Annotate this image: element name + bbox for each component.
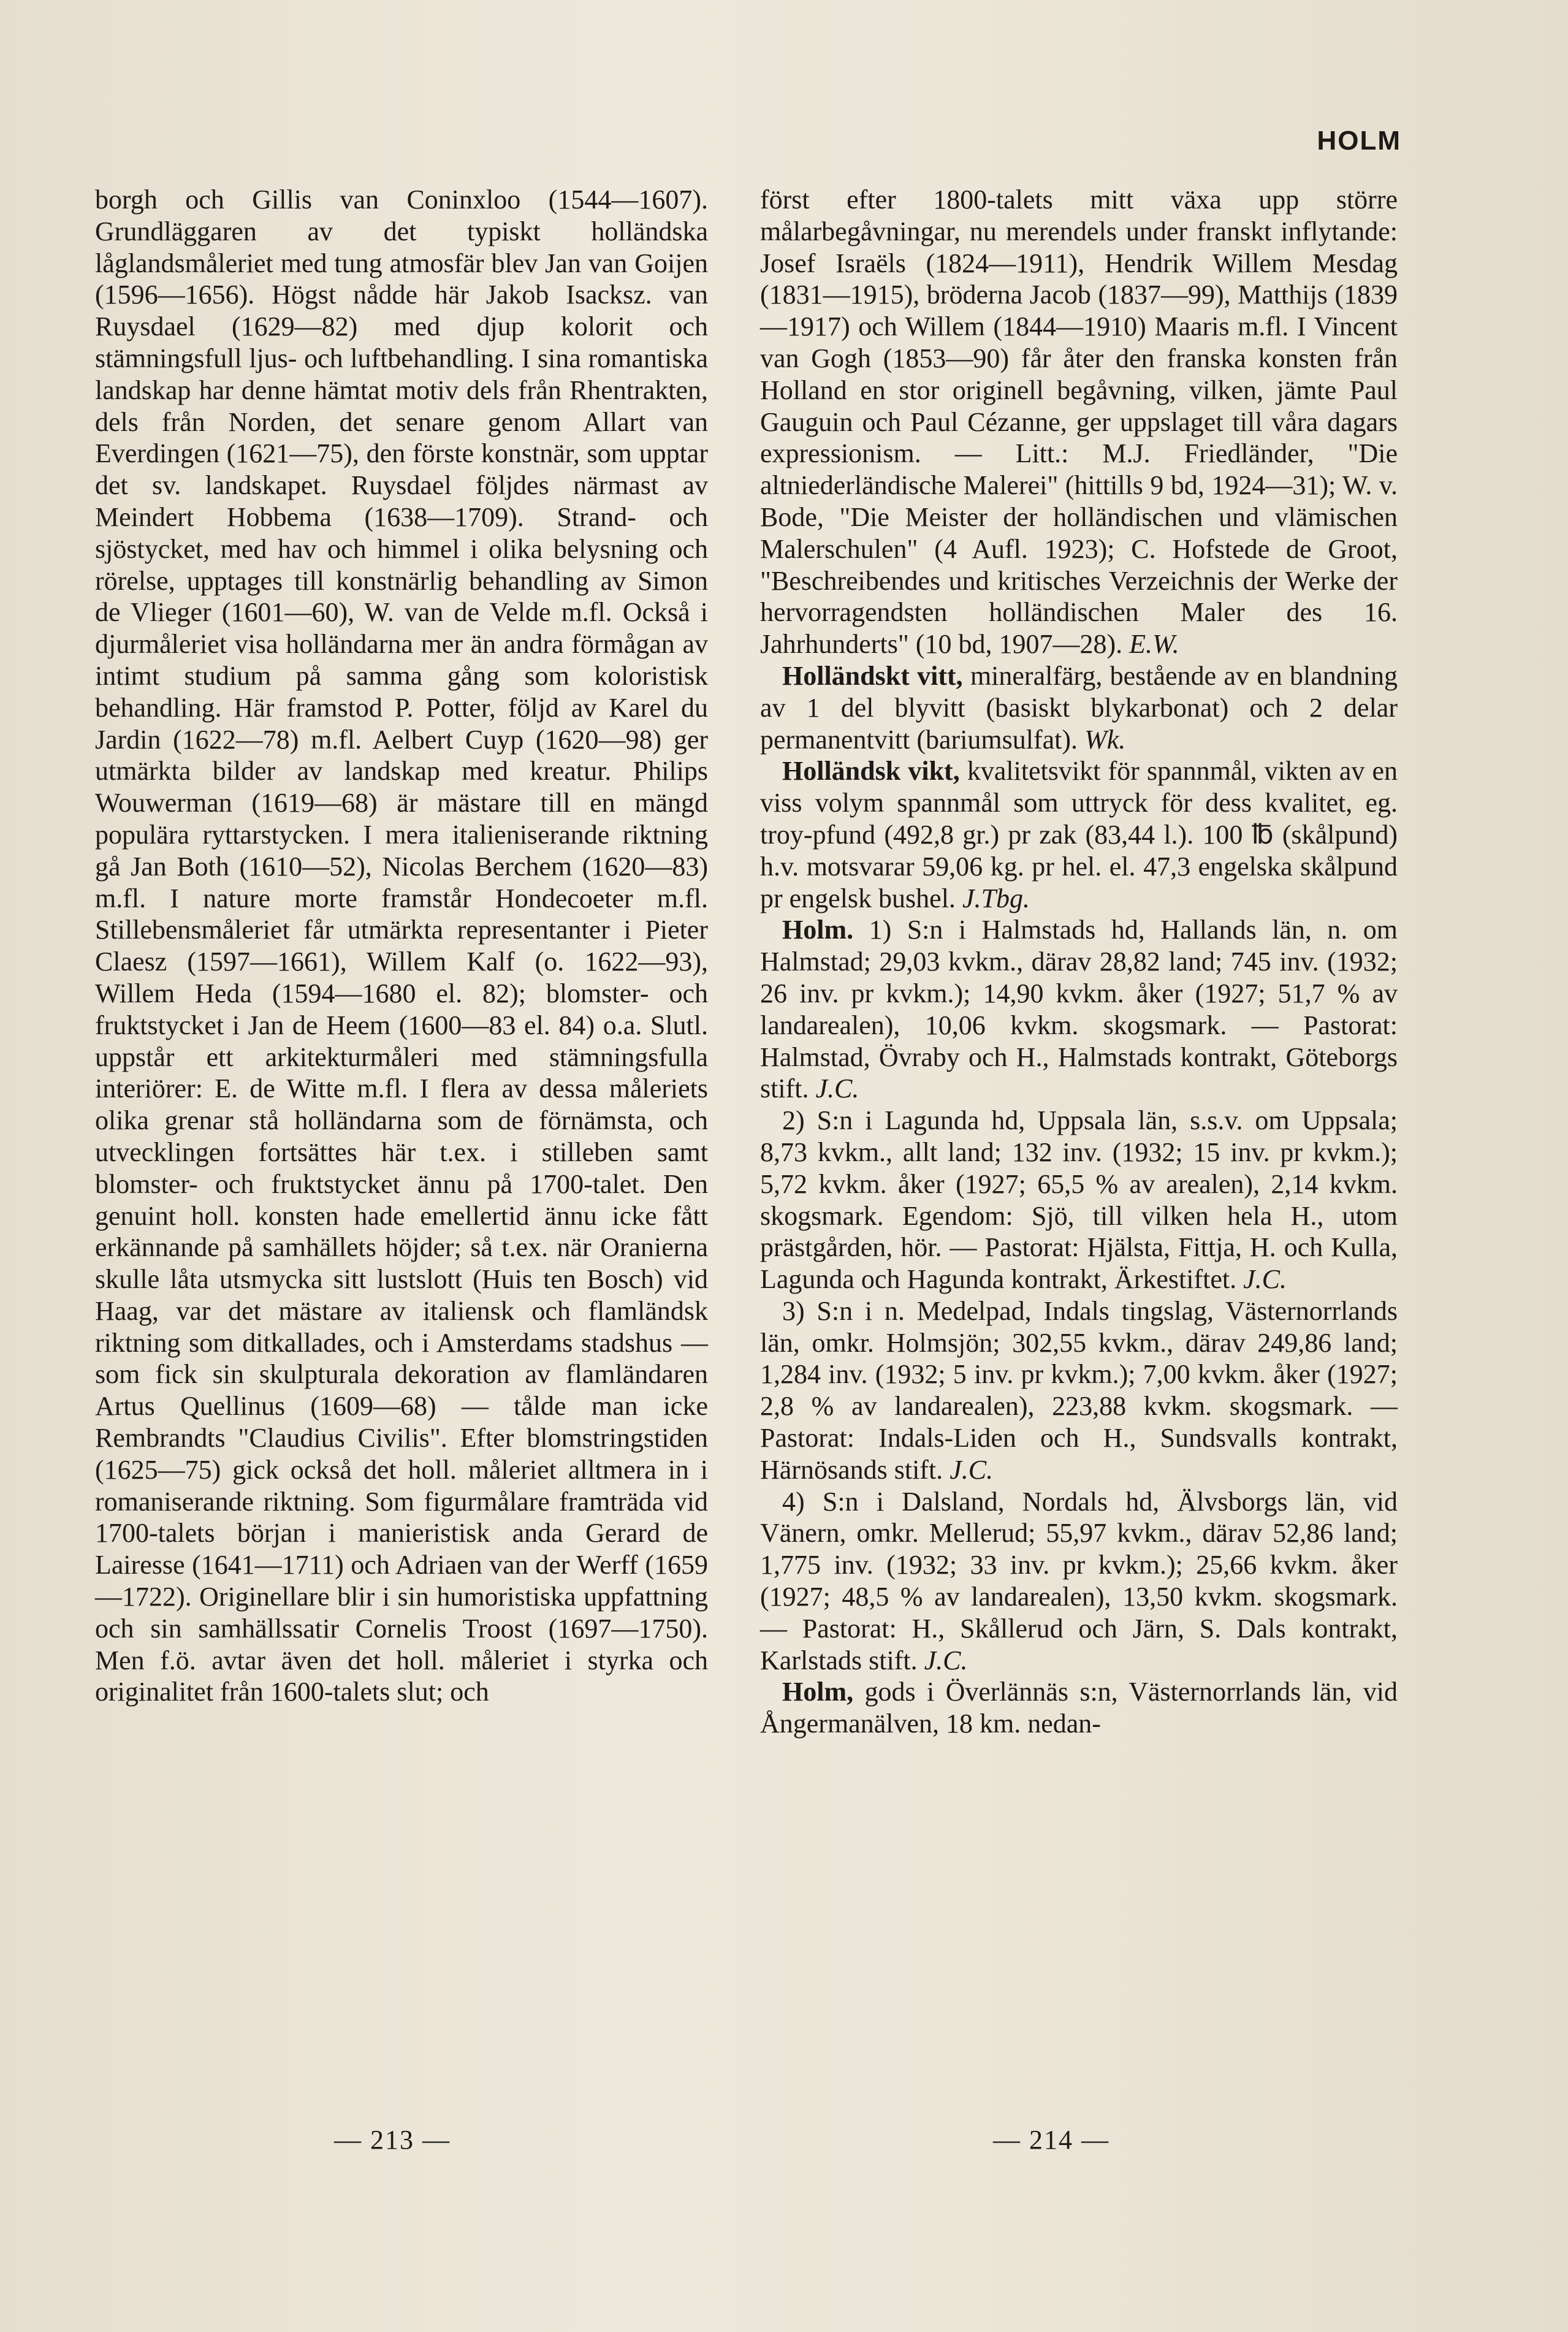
entry-hollandsk-vikt xyxy=(760,755,1398,914)
right-column xyxy=(760,184,1398,1740)
author-signature: E.W. xyxy=(1129,629,1179,660)
entry-headword: Holländskt vitt, xyxy=(782,660,963,691)
entry-holm-1 xyxy=(760,914,1398,1105)
page-number-right: — 214 — xyxy=(993,2125,1109,2155)
entry-hollandskt-vitt xyxy=(760,660,1398,755)
author-signature: J.C. xyxy=(950,1454,994,1485)
entry-headword: Holm, xyxy=(782,1677,854,1707)
entry-text: 1) S:n i Halmstads hd, Hallands län, n. om Halmstad; 29,03 kvkm., därav 28,82 land; 745 inv. (1932; 26 inv. pr kvkm.); 14,90 kvkm. åker (1927; 51,7 % av landarealen), 10,06 kvkm. skogsmark. — Pastorat: Halmstad, Övraby och H., Halmstads kontrakt, Göteborgs stift. xyxy=(760,915,1398,1104)
entry-headword: Holm. xyxy=(782,915,854,945)
running-head: HOLM xyxy=(1317,126,1401,156)
author-signature: J.C. xyxy=(924,1645,968,1675)
art-history-continuation xyxy=(760,184,1398,660)
entry-text: 3) S:n i n. Medelpad, Indals tingslag, Västernorrlands län, omkr. Holmsjön; 302,55 kvkm., därav 249,86 land; 1,284 inv. (1932; 5 inv. pr kvkm.); 7,00 kvkm. åker (1927; 2,8 % av landarealen), 223,88 kvkm. skogsmark. — Pastorat: Indals-Liden och H., Sundsvalls kontrakt, Härnösands stift. xyxy=(760,1295,1398,1485)
entry-text: mineralfärg, bestående av en blandning av 1 del blyvitt (basiskt blykarbonat) och 2 delar permanentvitt (bariumsulfat). xyxy=(760,660,1398,755)
entry-holm-2 xyxy=(760,1105,1398,1295)
left-column xyxy=(95,184,708,1708)
paragraph-text: först efter 1800-talets mitt växa upp större målarbegåvningar, nu merendels under franskt inflytande: Josef Israëls (1824—1911), Hendrik Willem Mesdag (1831—1915), bröderna Jacob (1837—99), Matthijs (1839—1917) och Willem (1844—1910) Maaris m.fl. I Vincent van Gogh (1853—90) får åter den franska konsten från Holland en stor originell begåvning, vilken, jämte Paul Gauguin och Paul Cézanne, ger uppslaget till våra dagars expressionism. — Litt.: M.J. Friedländer, "Die altniederländische Malerei" (hittills 9 bd, 1924—31); W. v. Bode, "Die Meister der holländischen und vlämischen Malerschulen" (4 Aufl. 1923); C. Hofstede de Groot, "Beschreibendes und kritisches Verzeichnis der Werke der hervorragendsten holländischen Maler des 16. Jahrhunderts" (10 bd, 1907—28). xyxy=(760,185,1398,660)
entry-text: 2) S:n i Lagunda hd, Uppsala län, s.s.v. om Uppsala; 8,73 kvkm., allt land; 132 inv. (1932; 15 inv. pr kvkm.); 5,72 kvkm. åker (1927; 65,5 % av arealen), 2,14 kvkm. skogsmark. Egendom: Sjö, till vilken hela H., utom prästgården, hör. — Pastorat: Hjälsta, Fittja, H. och Kulla, Lagunda och Hagunda kontrakt, Ärkestiftet. xyxy=(760,1105,1398,1295)
author-signature: J.C. xyxy=(1243,1264,1287,1295)
entry-holm-3 xyxy=(760,1295,1398,1486)
entry-text: kvalitetsvikt för spannmål, vikten av en viss volym spannmål som uttryck för dess kvalitet, eg. troy-pfund (492,8 gr.) pr zak (83,44 l.). 100 ℔ (skålpund) h.v. motsvarar 59,06 kg. pr hel. el. 47,3 engelska skålpund pr engelsk bushel. xyxy=(760,756,1398,913)
author-signature: J.C. xyxy=(815,1073,859,1104)
entry-headword: Holländsk vikt, xyxy=(782,756,960,787)
author-signature: J.Tbg. xyxy=(962,883,1030,913)
left-column-text: borgh och Gillis van Coninxloo (1544—1607). Grundläggaren av det typiskt holländska låglandsmåleriet med tung atmosfär blev Jan van Goijen (1596—1656). Högst nådde här Jakob Isacksz. van Ruysdael (1629—82) med djup kolorit och stämningsfull ljus- och luftbehandling. I sina romantiska landskap har denne hämtat motiv dels från Rhentrakten, dels från Norden, det senare genom Allart van Everdingen (1621—75), den förste konstnär, som upptar det sv. landskapet. Ruysdael följdes närmast av Meindert Hobbema (1638—1709). Strand- och sjöstycket, med hav och himmel i olika belysning och rörelse, upptages till konstnärlig behandling av Simon de Vlieger (1601—60), W. van de Velde m.fl. Också i djurmåleriet visa holländarna mer än andra förmågan av intimt studium på samma gång som koloristisk behandling. Här framstod P. Potter, följd av Karel du Jardin (1622—78) m.fl. Aelbert Cuyp (1620—98) ger utmärkta bilder av landskap med kreatur. Philips Wouwerman (1619—68) är mästare till en mängd populära ryttarstycken. I mera italieniserande riktning gå Jan Both (1610—52), Nicolas Berchem (1620—83) m.fl. I nature morte framstår Hondecoeter m.fl. Stillebensmåleriet får utmärkta representanter i Pieter Claesz (1597—1661), Willem Kalf (o. 1622—93), Willem Heda (1594—1680 el. 82); blomster- och fruktstycket i Jan de Heem (1600—83 el. 84) o.a. Slutl. uppstår ett arkitekturmåleri med stämningsfulla interiörer: E. de Witte m.fl. I flera av dessa måleriets olika grenar stå holländarna som de förnämsta, och utvecklingen fortsättes här t.ex. i stilleben samt blomster- och fruktstycket ännu på 1700-talet. Den genuint holl. konsten hade emellertid ännu icke fått erkännande på samhällets höjder; så t.ex. när Oranierna skulle låta utsmycka sitt lustslott (Huis ten Bosch) vid Haag, var det mästare av italiensk och flamländsk riktning som ditkallades, och i Amsterdams stadshus — som fick sin skulpturala dekoration av flamländaren Artus Quellinus (1609—68) — tålde man icke Rembrandts "Claudius Civilis". Efter blomstringstiden (1625—75) gick också det holl. måleriet alltmera in i romaniserande riktning. Som figurmålare framträda vid 1700-talets början i manieristisk anda Gerard de Lairesse (1641—1711) och Adriaen van der Werff (1659—1722). Originellare blir i sin humoristiska uppfattning och sin samhällssatir Cornelis Troost (1697—1750). Men f.ö. avtar även det holl. måleriet i styrka och originalitet från 1600-talets slut; och xyxy=(95,185,708,1707)
entry-text: 4) S:n i Dalsland, Nordals hd, Älvsborgs län, vid Vänern, omkr. Mellerud; 55,97 kvkm., därav 52,86 land; 1,775 inv. (1932; 33 inv. pr kvkm.); 25,66 kvkm. åker (1927; 48,5 % av landarealen), 13,50 kvkm. skogsmark. — Pastorat: H., Skållerud och Järn, S. Dals kontrakt, Karlstads stift. xyxy=(760,1486,1398,1675)
entry-holm-gods xyxy=(760,1676,1398,1740)
page-number-left: — 213 — xyxy=(334,2125,451,2155)
entry-text: gods i Överlännäs s:n, Västernorrlands län, vid Ångermanälven, 18 km. nedan- xyxy=(760,1677,1398,1739)
entry-holm-4 xyxy=(760,1486,1398,1677)
author-signature: Wk. xyxy=(1084,724,1126,755)
